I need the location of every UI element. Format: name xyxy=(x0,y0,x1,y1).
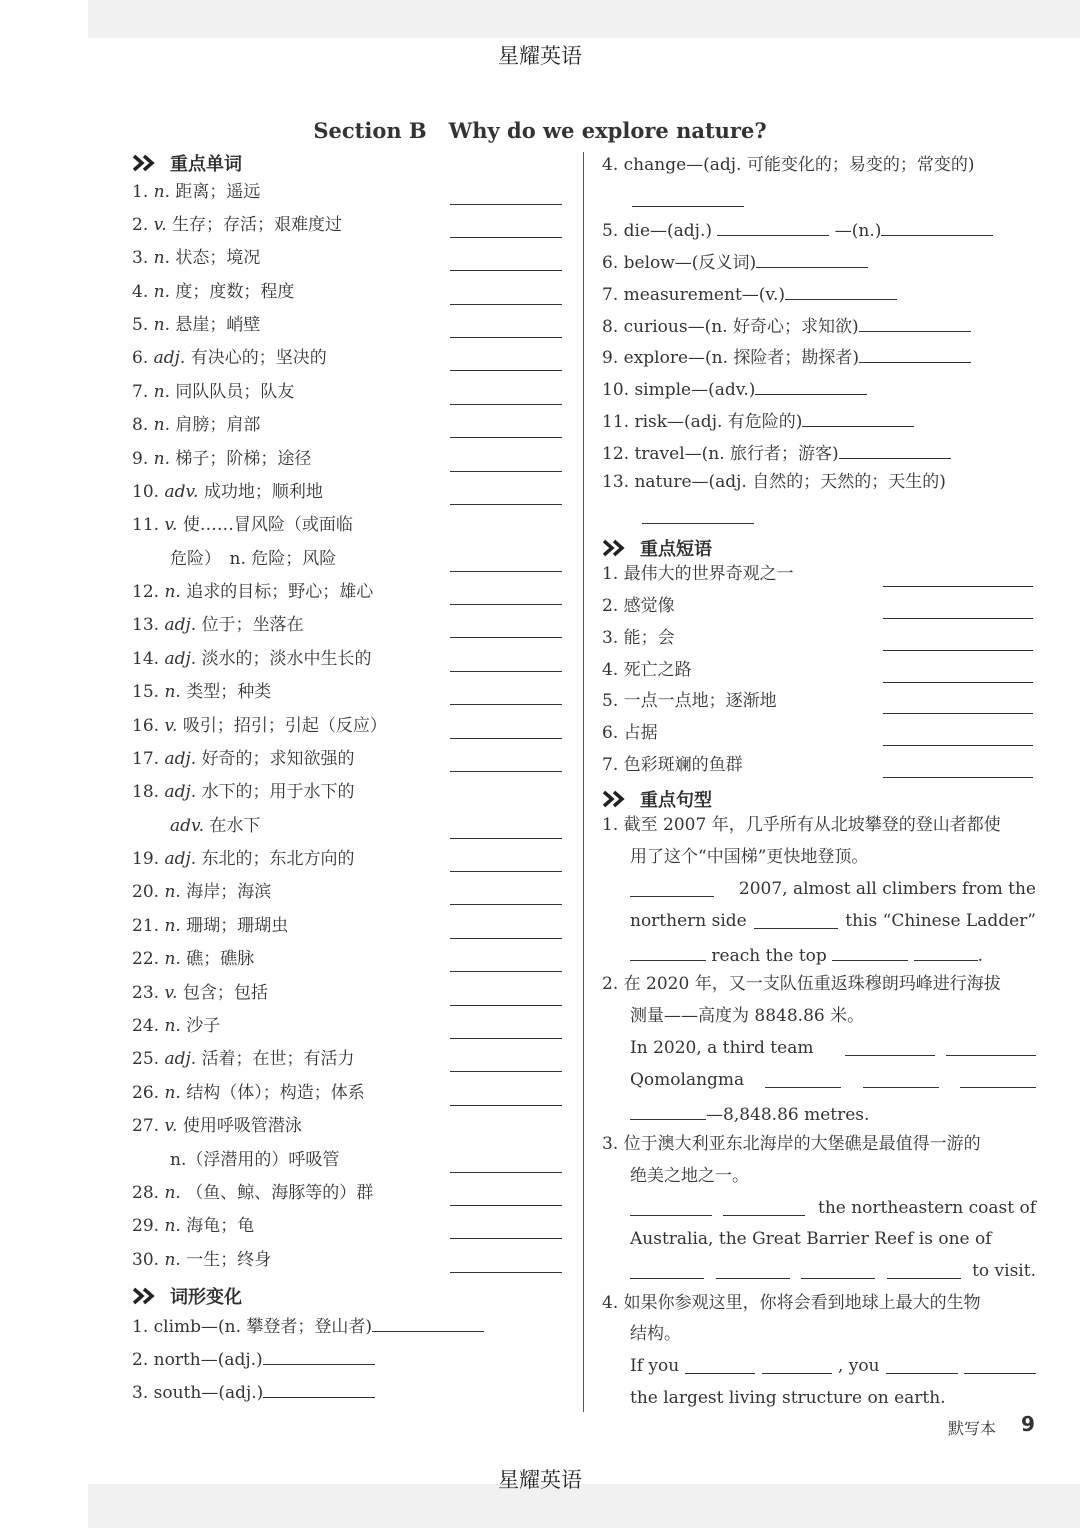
word-item: 21. n. 珊瑚；珊瑚虫 xyxy=(132,916,289,936)
sentence-4-en-line2: the largest living structure on earth. xyxy=(630,1388,946,1408)
phrase-item: 2. 感觉像 xyxy=(602,596,675,616)
answer-blank[interactable] xyxy=(450,370,562,371)
word-item: 9. n. 梯子；阶梯；途径 xyxy=(132,449,312,469)
word-item: 30. n. 一生；终身 xyxy=(132,1250,272,1270)
word-item: 1. n. 距离；遥远 xyxy=(132,182,261,202)
word-item: 20. n. 海岸；海滨 xyxy=(132,882,272,902)
word-item: 14. adj. 淡水的；淡水中生长的 xyxy=(132,649,372,669)
word-item: 28. n. （鱼、鲸、海豚等的）群 xyxy=(132,1183,374,1203)
sentence-4-en-line1: If you , you xyxy=(630,1355,1036,1377)
form-item: 12. travel—(n. 旅行者；游客) xyxy=(602,440,951,465)
sentence-2-en-line1: In 2020, a third team xyxy=(630,1037,1036,1062)
word-item: 25. adj. 活着；在世；有活力 xyxy=(132,1049,355,1069)
answer-blank[interactable] xyxy=(960,1069,1036,1088)
answer-blank[interactable] xyxy=(450,504,562,505)
sentence-3-cn: 3. 位于澳大利亚东北海岸的大堡礁是最值得一游的 xyxy=(602,1134,981,1154)
section-label: Section B xyxy=(313,118,427,143)
double-chevron-icon xyxy=(132,1287,158,1305)
answer-blank[interactable] xyxy=(886,1355,958,1374)
answer-blank[interactable] xyxy=(883,586,1033,587)
word-item: 2. v. 生存；存活；艰难度过 xyxy=(132,215,343,235)
page-title xyxy=(0,118,1080,143)
word-item: 16. v. 吸引；招引；引起（反应） xyxy=(132,716,387,736)
form-item: 7. measurement—(v.) xyxy=(602,281,897,306)
answer-blank[interactable] xyxy=(839,440,951,459)
heading-key-words xyxy=(132,150,242,176)
answer-blank[interactable] xyxy=(964,1355,1036,1374)
answer-blank[interactable] xyxy=(717,217,829,236)
word-item: 8. n. 肩膀；肩部 xyxy=(132,415,261,435)
answer-blank[interactable] xyxy=(450,771,562,772)
answer-blank[interactable] xyxy=(845,1037,935,1056)
page-number: 9 xyxy=(1021,1412,1035,1436)
answer-blank[interactable] xyxy=(762,1355,832,1374)
form-item: 9. explore—(n. 探险者；勘探者) xyxy=(602,344,971,369)
form-item: 4. change—(adj. 可能变化的；易变的；常变的) xyxy=(602,155,975,175)
heading-key-sentences xyxy=(602,786,712,812)
answer-blank[interactable] xyxy=(832,942,908,961)
answer-blank[interactable] xyxy=(859,313,971,332)
answer-blank[interactable] xyxy=(450,304,562,305)
answer-blank[interactable] xyxy=(883,713,1033,714)
form-item: 10. simple—(adv.) xyxy=(602,376,867,401)
sentence-1-en-line3: reach the top . xyxy=(630,942,983,967)
answer-blank[interactable] xyxy=(450,471,562,472)
answer-blank[interactable] xyxy=(450,204,562,205)
heading-label: 重点短语 xyxy=(640,539,712,560)
word-item: 15. n. 类型；种类 xyxy=(132,682,272,702)
word-item: 11. v. 使……冒风险（或面临 xyxy=(132,515,353,535)
answer-blank[interactable] xyxy=(630,942,706,961)
heading-word-forms xyxy=(132,1283,242,1309)
answer-blank[interactable] xyxy=(450,604,562,605)
answer-blank[interactable] xyxy=(914,942,978,961)
word-item: 18. adj. 水下的；用于水下的 xyxy=(132,782,355,802)
answer-blank[interactable] xyxy=(801,1260,875,1279)
answer-blank[interactable] xyxy=(450,704,562,705)
footer-book-label: 默写本 xyxy=(948,1419,997,1438)
phrase-item: 4. 死亡之路 xyxy=(602,660,692,680)
word-item: 26. n. 结构（体）；构造；体系 xyxy=(132,1083,365,1103)
heading-key-phrases xyxy=(602,535,712,561)
answer-blank[interactable] xyxy=(887,1260,961,1279)
answer-blank[interactable] xyxy=(859,344,971,363)
answer-blank[interactable] xyxy=(450,971,562,972)
sentence-2-en-line2: Qomolangma xyxy=(630,1069,1036,1091)
answer-blank[interactable] xyxy=(716,1260,790,1279)
answer-blank[interactable] xyxy=(883,682,1033,683)
word-item: 6. adj. 有决心的；坚决的 xyxy=(132,348,327,368)
phrase-item: 6. 占据 xyxy=(602,723,658,743)
word-item: 10. adv. 成功地；顺利地 xyxy=(132,482,323,502)
sentence-4-cn: 4. 如果你参观这里，你将会看到地球上最大的生物 xyxy=(602,1293,981,1313)
answer-blank[interactable] xyxy=(372,1313,484,1332)
heading-label: 重点句型 xyxy=(640,790,712,811)
answer-blank[interactable] xyxy=(450,1238,562,1239)
answer-blank[interactable] xyxy=(450,1038,562,1039)
sentence-3-cn-cont: 绝美之地之一。 xyxy=(630,1166,749,1186)
answer-blank[interactable] xyxy=(630,878,714,897)
answer-blank[interactable] xyxy=(450,1272,562,1273)
answer-blank[interactable] xyxy=(883,650,1033,651)
word-item: 27. v. 使用呼吸管潜泳 xyxy=(132,1116,302,1136)
answer-blank[interactable] xyxy=(450,1105,562,1106)
answer-blank[interactable] xyxy=(756,249,868,268)
section-question: Why do we explore nature? xyxy=(448,118,767,143)
word-item-continuation: n.（浮潜用的）呼吸管 xyxy=(170,1150,340,1170)
watermark-bottom: 星耀英语 xyxy=(498,1468,582,1492)
word-item: 17. adj. 好奇的；求知欲强的 xyxy=(132,749,355,769)
word-item: 5. n. 悬崖；峭壁 xyxy=(132,315,261,335)
answer-blank[interactable] xyxy=(765,1069,841,1088)
sentence-2-en-line3: —8,848.86 metres. xyxy=(630,1101,869,1126)
sentence-4-cn-cont: 结构。 xyxy=(630,1324,681,1344)
word-item: 7. n. 同队队员；队友 xyxy=(132,382,295,402)
answer-blank[interactable] xyxy=(450,237,562,238)
answer-blank[interactable] xyxy=(450,1071,562,1072)
answer-blank[interactable] xyxy=(630,1101,706,1120)
answer-blank[interactable] xyxy=(450,938,562,939)
answer-blank[interactable] xyxy=(450,437,562,438)
answer-blank[interactable] xyxy=(450,904,562,905)
form-item: 11. risk—(adj. 有危险的) xyxy=(602,408,914,433)
answer-blank[interactable] xyxy=(802,408,914,427)
answer-blank[interactable] xyxy=(450,1205,562,1206)
word-item: 23. v. 包含；包括 xyxy=(132,983,268,1003)
word-item: 19. adj. 东北的；东北方向的 xyxy=(132,849,355,869)
answer-blank[interactable] xyxy=(685,1355,755,1374)
word-item: 13. adj. 位于；坐落在 xyxy=(132,615,304,635)
answer-blank[interactable] xyxy=(450,871,562,872)
answer-blank[interactable] xyxy=(632,206,744,207)
double-chevron-icon xyxy=(602,790,628,808)
answer-blank[interactable] xyxy=(630,1197,712,1216)
sentence-1-cn: 1. 截至 2007 年，几乎所有从北坡攀登的登山者都使 xyxy=(602,815,1001,835)
answer-blank[interactable] xyxy=(883,777,1033,778)
answer-blank[interactable] xyxy=(450,404,562,405)
phrase-item: 1. 最伟大的世界奇观之一 xyxy=(602,564,794,584)
top-scan-band xyxy=(88,0,1080,38)
answer-blank[interactable] xyxy=(450,571,562,572)
answer-blank[interactable] xyxy=(863,1069,939,1088)
answer-blank[interactable] xyxy=(450,1172,562,1173)
form-item: 13. nature—(adj. 自然的；天然的；天生的) xyxy=(602,472,946,492)
sentence-1-cn-cont: 用了这个“中国梯”更快地登顶。 xyxy=(630,847,869,867)
form-item: 8. curious—(n. 好奇心；求知欲) xyxy=(602,313,971,338)
word-item: 29. n. 海龟；龟 xyxy=(132,1216,255,1236)
answer-blank[interactable] xyxy=(630,1260,704,1279)
answer-blank[interactable] xyxy=(450,1005,562,1006)
answer-blank[interactable] xyxy=(723,1197,805,1216)
answer-blank[interactable] xyxy=(883,745,1033,746)
answer-blank[interactable] xyxy=(450,838,562,839)
sentence-2-cn-cont: 测量——高度为 8848.86 米。 xyxy=(630,1006,865,1026)
form-item: 5. die—(adj.) —(n.) xyxy=(602,217,993,242)
answer-blank[interactable] xyxy=(754,910,838,929)
word-item: 24. n. 沙子 xyxy=(132,1016,221,1036)
answer-blank[interactable] xyxy=(881,217,993,236)
form-item: 2. north—(adj.) xyxy=(132,1346,375,1371)
sentence-1-en-line2: northern side this “Chinese Ladder” xyxy=(630,911,1036,931)
phrase-item: 5. 一点一点地；逐渐地 xyxy=(602,691,777,711)
heading-label: 重点单词 xyxy=(170,154,242,175)
answer-blank[interactable] xyxy=(263,1346,375,1365)
form-item: 6. below—(反义词) xyxy=(602,249,868,274)
answer-blank[interactable] xyxy=(450,337,562,338)
column-divider xyxy=(583,152,584,1412)
answer-blank[interactable] xyxy=(883,618,1033,619)
heading-label: 词形变化 xyxy=(170,1287,242,1308)
word-item-continuation: adv. 在水下 xyxy=(170,816,261,836)
sentence-2-cn: 2. 在 2020 年，又一支队伍重返珠穆朗玛峰进行海拔 xyxy=(602,974,1001,994)
word-item: 12. n. 追求的目标；野心；雄心 xyxy=(132,582,374,602)
answer-blank[interactable] xyxy=(785,281,897,300)
sentence-3-en-line1: the northeastern coast of xyxy=(630,1197,1036,1222)
phrase-item: 7. 色彩斑斓的鱼群 xyxy=(602,755,743,775)
answer-blank[interactable] xyxy=(450,637,562,638)
sentence-1-en-line1: 2007, almost all climbers from the xyxy=(630,878,1036,900)
double-chevron-icon xyxy=(602,539,628,557)
word-item: 4. n. 度；度数；程度 xyxy=(132,282,295,302)
phrase-item: 3. 能；会 xyxy=(602,628,675,648)
answer-blank[interactable] xyxy=(263,1379,375,1398)
sentence-3-en-line2: Australia, the Great Barrier Reef is one of xyxy=(630,1229,992,1249)
word-item-continuation: 危险） n. 危险；风险 xyxy=(170,549,337,569)
form-item: 3. south—(adj.) xyxy=(132,1379,375,1404)
answer-blank[interactable] xyxy=(946,1037,1036,1056)
answer-blank[interactable] xyxy=(642,523,754,524)
word-item: 3. n. 状态；境况 xyxy=(132,248,261,268)
answer-blank[interactable] xyxy=(450,671,562,672)
form-item: 1. climb—(n. 攀登者；登山者) xyxy=(132,1313,484,1338)
answer-blank[interactable] xyxy=(450,270,562,271)
answer-blank[interactable] xyxy=(450,738,562,739)
word-item: 22. n. 礁；礁脉 xyxy=(132,949,255,969)
double-chevron-icon xyxy=(132,154,158,172)
watermark-top: 星耀英语 xyxy=(498,44,582,68)
answer-blank[interactable] xyxy=(755,376,867,395)
sentence-3-en-line3: to visit. xyxy=(630,1260,1036,1282)
